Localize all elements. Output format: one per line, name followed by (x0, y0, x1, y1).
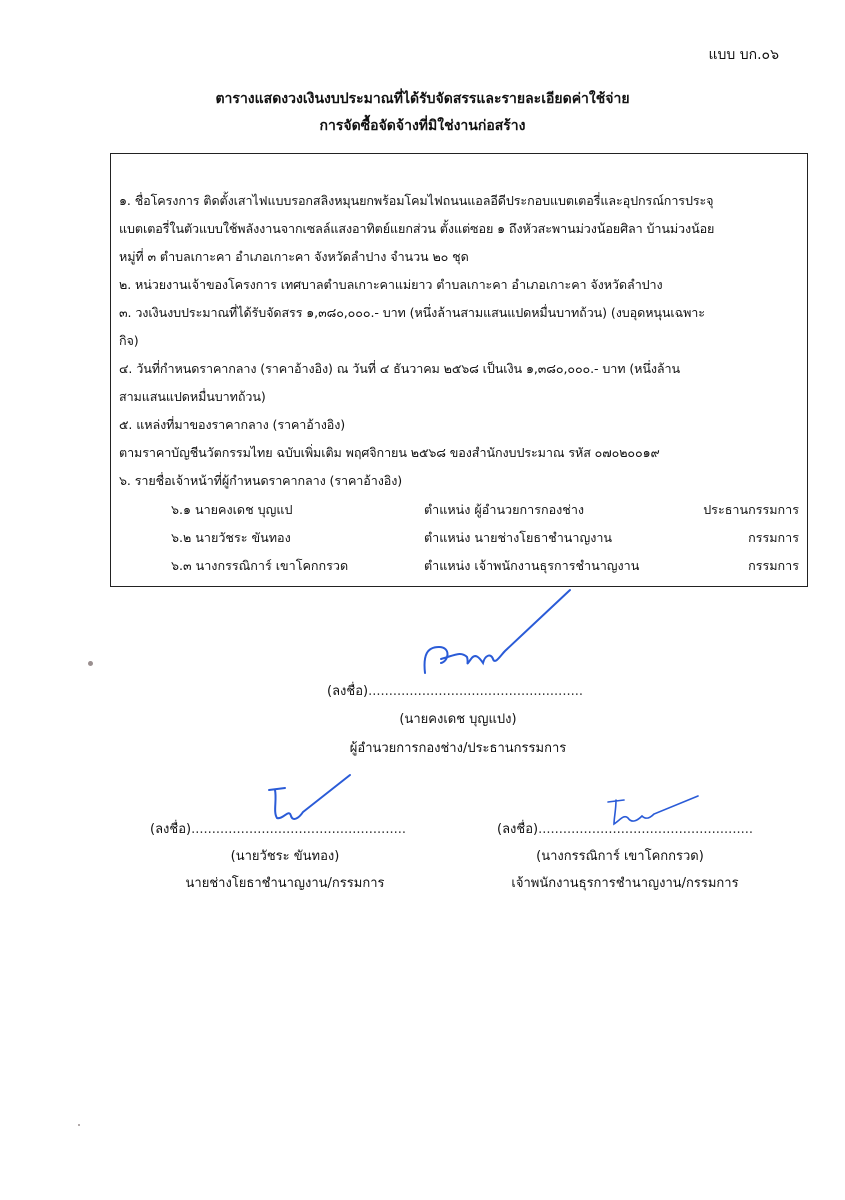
budget-line1: ๓. วงเงินงบประมาณที่ได้รับจัดสรร ๑,๓๘๐,๐๐๐.- บาท (หนึ่งล้านสามแสนแปดหมื่นบาทถ้วน) (งบอุดหนุนเฉพาะ (119, 305, 705, 320)
sign-label: (ลงชื่อ) (150, 822, 192, 837)
left-sign-line (150, 818, 406, 839)
committee-member-role: ประธานกรรมการ (703, 502, 799, 517)
document-title-line1: ตารางแสดงวงเงินงบประมาณที่ได้รับจัดสรรและรายละเอียดค่าใช้จ่าย (215, 91, 630, 107)
scan-speck (88, 661, 93, 666)
project-name-line3: หมู่ที่ ๓ ตำบลเกาะคา อำเภอเกาะคา จังหวัดลำปาง จำนวน ๒๐ ชุด (119, 249, 469, 264)
committee-member-name: ๖.๒ นายวัชระ ขันทอง (171, 530, 291, 545)
budget-line2: กิจ) (119, 333, 139, 348)
price-source-heading: ๕. แหล่งที่มาของราคากลาง (ราคาอ้างอิง) (119, 417, 346, 432)
right-member-name: (นางกรรณิการ์ เขาโคกกรวด) (536, 849, 704, 864)
chair-name: (นายคงเดช บุญแปง) (399, 712, 517, 727)
committee-member-position: ตำแหน่ง ผู้อำนวยการกองช่าง (424, 502, 585, 517)
details-box (110, 153, 808, 587)
committee-member-role: กรรมการ (748, 558, 799, 573)
committee-member-name: ๖.๓ นางกรรณิการ์ เขาโคกกรวด (171, 558, 349, 573)
left-member-name: (นายวัชระ ขันทอง) (230, 849, 340, 864)
document-title-line2: การจัดซื้อจัดจ้างที่มิใช่งานก่อสร้าง (319, 118, 526, 134)
sign-dotted-line: .................................................... (191, 822, 406, 837)
reference-date-line1: ๔. วันที่กำหนดราคากลาง (ราคาอ้างอิง) ณ วันที่ ๔ ธันวาคม ๒๕๖๘ เป็นเงิน ๑,๓๘๐,๐๐๐.- บาท (หนึ่งล้าน (119, 361, 681, 376)
price-source-detail: ตามราคาบัญชีนวัตกรรมไทย ฉบับเพิ่มเติม พฤศจิกายน ๒๕๖๘ ของสำนักงบประมาณ รหัส ๐๗๐๒๐๐๑๙ (119, 445, 660, 460)
committee-member-position: ตำแหน่ง เจ้าพนักงานธุรการชำนาญงาน (424, 558, 640, 573)
chair-sign-line (327, 680, 583, 701)
sign-dotted-line: .................................................... (368, 684, 583, 699)
left-member-title: นายช่างโยธาชำนาญงาน/กรรมการ (185, 876, 385, 891)
committee-member-role: กรรมการ (748, 530, 799, 545)
right-sign-line (497, 818, 753, 839)
sign-dotted-line: .................................................... (538, 822, 753, 837)
chair-title: ผู้อำนวยการกองช่าง/ประธานกรรมการ (349, 741, 567, 756)
right-member-title: เจ้าพนักงานธุรการชำนาญงาน/กรรมการ (511, 876, 739, 891)
project-name-line2: แบตเตอรี่ในตัวแบบใช้พลังงานจากเซลล์แสงอาทิตย์แยกส่วน ตั้งแต่ซอย ๑ ถึงหัวสะพานม่วงน้อยศิลา บ้านม่วงน้อย (119, 221, 715, 236)
committee-member-name: ๖.๑ นายคงเดช บุญแป (171, 502, 293, 517)
committee-heading: ๖. รายชื่อเจ้าหน้าที่ผู้กำหนดราคากลาง (ราคาอ้างอิง) (119, 473, 403, 488)
committee-member-position: ตำแหน่ง นายช่างโยธาชำนาญงาน (424, 530, 613, 545)
form-code: แบบ บก.๐๖ (708, 47, 779, 63)
sign-label: (ลงชื่อ) (497, 822, 539, 837)
chair-signature-ink (405, 585, 585, 695)
reference-date-line2: สามแสนแปดหมื่นบาทถ้วน) (119, 389, 266, 404)
scan-speck (78, 1124, 80, 1126)
sign-label: (ลงชื่อ) (327, 684, 369, 699)
project-name-line1: ๑. ชื่อโครงการ ติดตั้งเสาไฟแบบรอกสลิงหมุนยกพร้อมโคมไฟถนนแอลอีดีประกอบแบตเตอรี่และอุปกรณ์การประจุ (119, 193, 714, 208)
owner-agency-line: ๒. หน่วยงานเจ้าของโครงการ เทศบาลตำบลเกาะคาแม่ยาว ตำบลเกาะคา อำเภอเกาะคา จังหวัดลำปาง (119, 277, 663, 292)
